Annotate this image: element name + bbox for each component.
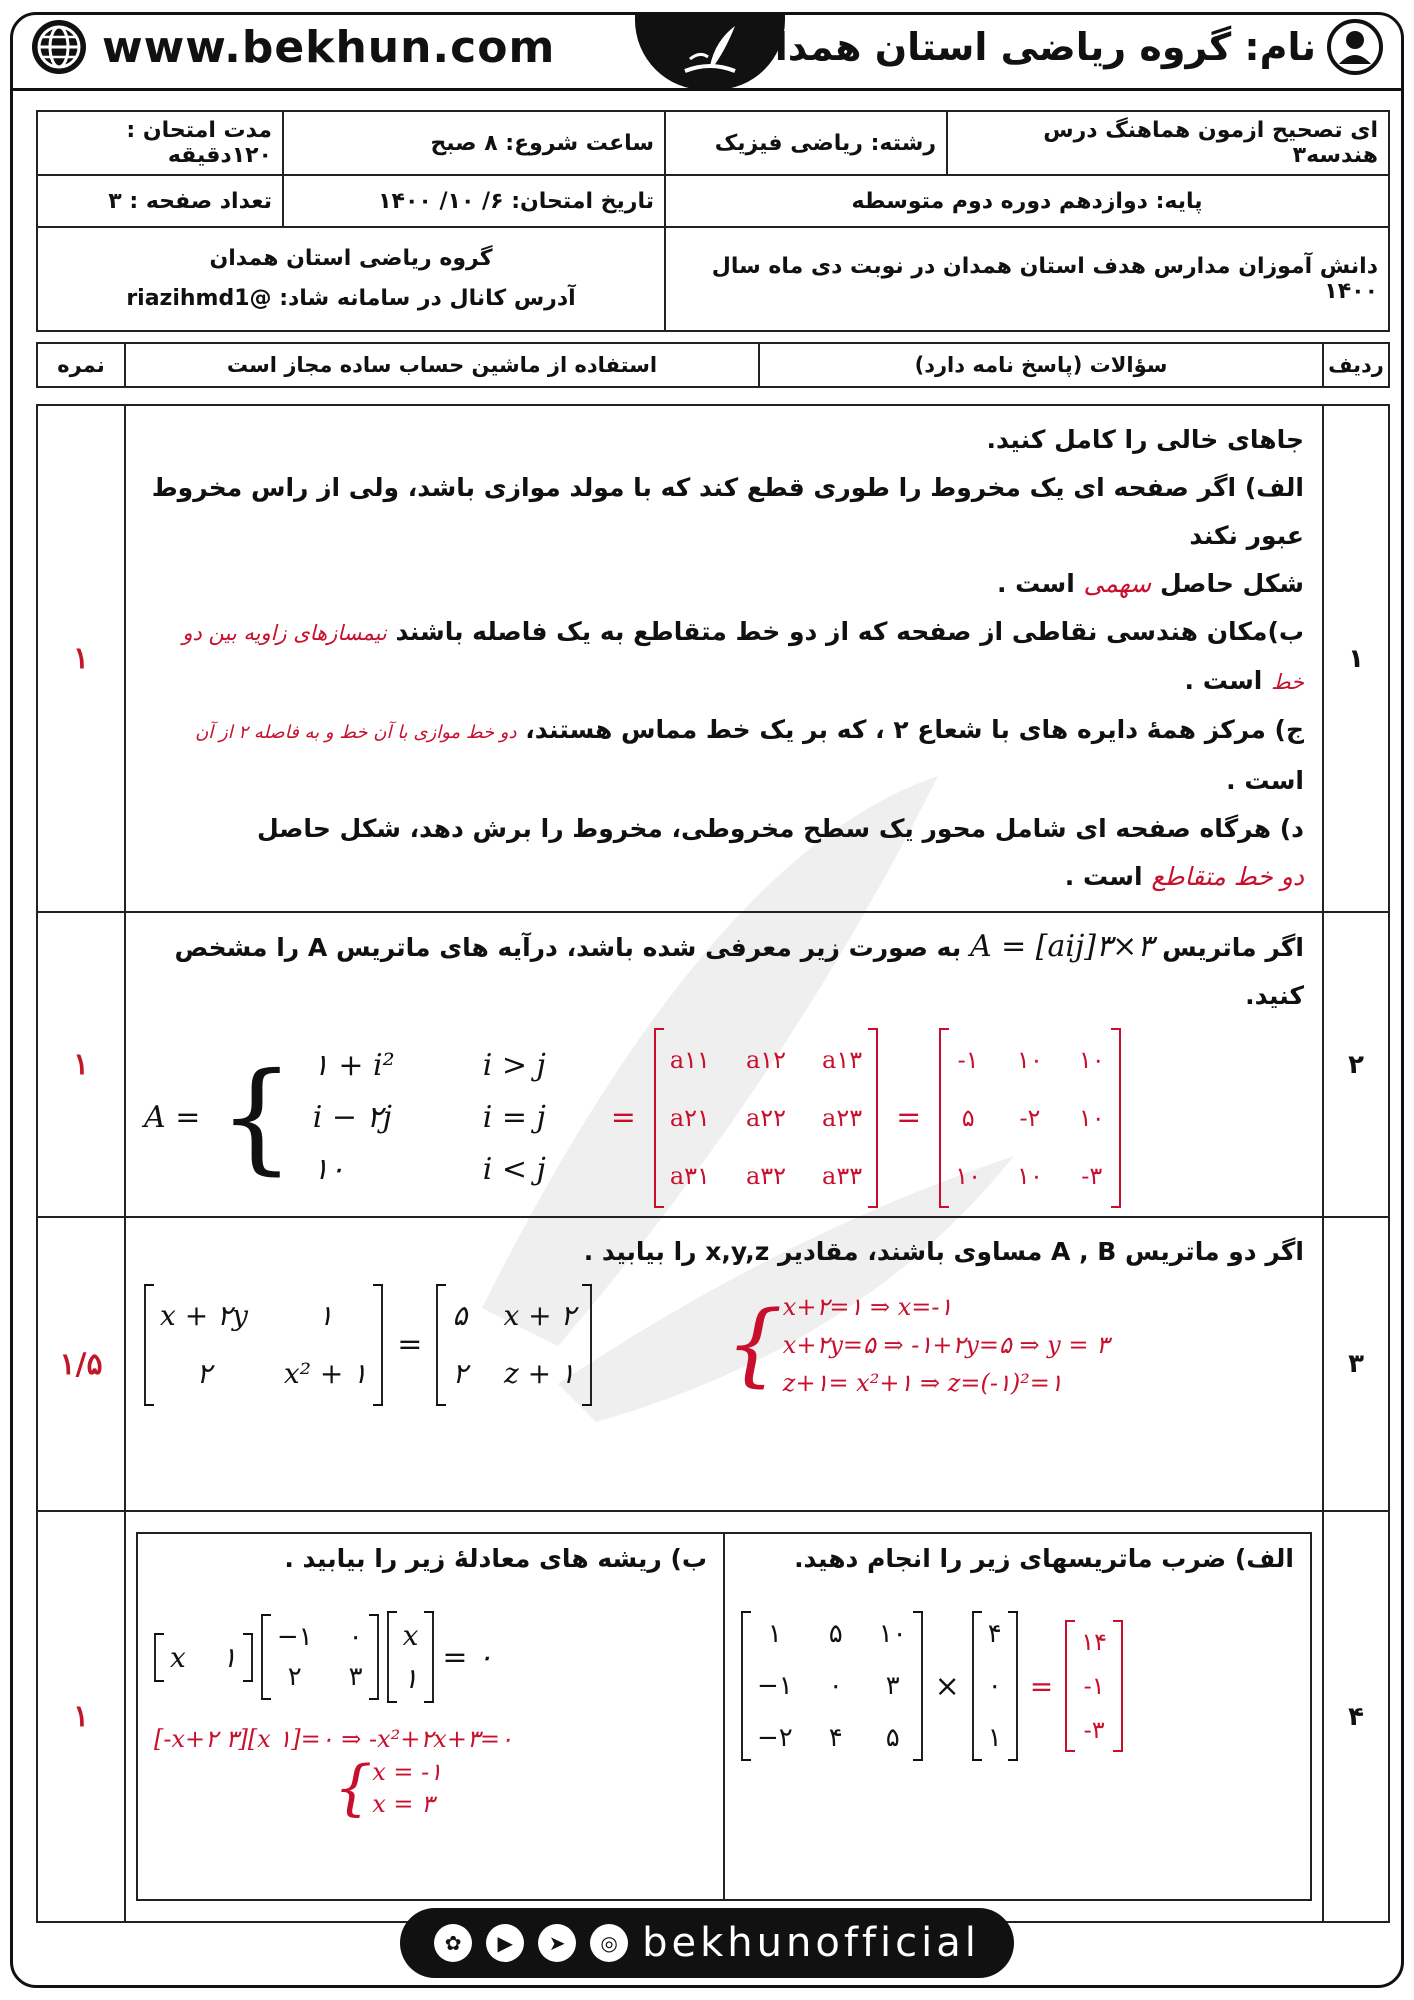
q2-case-cond: i < j	[482, 1152, 546, 1187]
q4-b-brace: {	[334, 1753, 373, 1823]
matrix-cell: ۵	[828, 1619, 843, 1649]
matrix-cell: a۱۱	[669, 1046, 710, 1074]
q1-number: ۱	[1323, 405, 1389, 912]
questions-table	[36, 404, 1390, 1923]
q1-b	[144, 608, 1304, 706]
q4-part-a	[724, 1533, 1311, 1900]
q1-body	[125, 405, 1323, 912]
q4-b-title: ب) ریشه های معادلهٔ زیر را بیابید .	[284, 1544, 707, 1573]
matrix-cell: ۱۰	[1078, 1104, 1105, 1132]
q4-a-matrix1	[741, 1613, 923, 1759]
matrix-cell: ۰	[828, 1671, 843, 1701]
matrix-cell: −۱	[757, 1671, 793, 1701]
q3-solution	[726, 1288, 1109, 1402]
q3-eq: =	[397, 1327, 423, 1362]
matrix-cell: -۲	[1019, 1104, 1041, 1132]
q1-a-line2	[144, 560, 1304, 608]
q1-b-text: ب)مکان هندسی نقاطی از صفحه که از دو خط متقاطع به یک فاصله باشند	[395, 617, 1304, 646]
globe-icon	[30, 18, 88, 76]
matrix-cell: a۳۱	[669, 1162, 710, 1190]
q1-b-answer: نیمسازهای زاویه بین دو خط	[182, 621, 1304, 694]
matrix-cell: a۳۳	[822, 1162, 863, 1190]
q2-cases	[313, 1042, 593, 1194]
q2-symbol-matrix	[654, 1030, 878, 1206]
matrix-cell: x² + ۱	[283, 1357, 368, 1390]
matrix-cell: a۲۳	[822, 1104, 863, 1132]
youtube-icon[interactable]: ▶	[486, 1924, 524, 1962]
q2-number: ۲	[1323, 912, 1389, 1217]
q1-c-text: ج) مرکز همهٔ دایره های با شعاع ۲ ، که بر یک خط مماس هستند،	[525, 715, 1304, 744]
question-row	[37, 405, 1389, 912]
q3-brace: {	[725, 1292, 783, 1397]
q3-sol-line: x+۲=۱ ⇒ x=-۱	[782, 1293, 953, 1321]
question-row	[37, 1511, 1389, 1922]
exam-duration: مدت امتحان : ۱۲۰دقیقه	[37, 111, 283, 175]
matrix-cell: −۲	[757, 1723, 793, 1753]
matrix-cell: ۱	[767, 1619, 782, 1649]
q4-b-roots	[372, 1756, 442, 1820]
matrix-cell: -۳	[1083, 1716, 1105, 1744]
social-footer[interactable]	[400, 1908, 1014, 1978]
q4-body	[125, 1511, 1323, 1922]
matrix-cell: ۲	[287, 1662, 302, 1692]
q1-c	[144, 706, 1304, 805]
matrix-cell: ۲	[452, 1357, 468, 1390]
q1-intro: جاهای خالی را کامل کنید.	[986, 425, 1304, 454]
q4-part-b	[137, 1533, 724, 1900]
matrix-cell: ۲	[196, 1357, 212, 1390]
q3-body	[125, 1217, 1323, 1511]
exam-group: گروه ریاضی استان همدان	[209, 246, 493, 271]
q3-number: ۳	[1323, 1217, 1389, 1511]
q1-a-line1: الف) اگر صفحه ای یک مخروط را طوری قطع کند که با مولد موازی باشد، ولی از راس مخروط عبور نکند	[151, 473, 1304, 550]
matrix-cell: ۳	[885, 1671, 900, 1701]
q4-b-col	[387, 1613, 435, 1701]
matrix-cell: ۱۰	[1017, 1162, 1043, 1190]
q4-number: ۴	[1323, 1511, 1389, 1922]
col-calc: استفاده از ماشین حساب ساده مجاز است	[125, 343, 759, 387]
q4-a-eq: =	[1029, 1669, 1054, 1703]
q4-b-root: x = ۳	[372, 1790, 434, 1818]
matrix-cell: ۴	[987, 1619, 1002, 1649]
col-questions: سؤالات (پاسخ نامه دارد)	[759, 343, 1323, 387]
q4-inner-table	[136, 1532, 1312, 1901]
matrix-cell: ۱	[318, 1299, 334, 1332]
q1-d-end: است .	[1064, 862, 1143, 891]
matrix-cell: ۰	[348, 1622, 363, 1652]
matrix-cell: -۳	[1081, 1162, 1103, 1190]
matrix-cell: x	[402, 1619, 419, 1652]
q2-a-lhs: A =	[144, 1100, 201, 1135]
matrix-cell: z + ۱	[503, 1357, 576, 1390]
col-score: نمره	[37, 343, 125, 387]
matrix-cell: ۱۰	[878, 1619, 907, 1649]
matrix-cell: ۵	[961, 1104, 975, 1132]
q2-answer-matrix	[939, 1030, 1120, 1206]
question-header	[36, 342, 1390, 388]
q4-score: ۱	[37, 1511, 125, 1922]
exam-grade: پایه: دوازدهم دوره دوم متوسطه	[665, 175, 1389, 227]
matrix-cell: ۱	[402, 1662, 418, 1695]
exam-field: رشته: ریاضی فیزیک	[665, 111, 947, 175]
q3-text: اگر دو ماتریس A , B مساوی باشند، مقادیر x,y,z را بیابید .	[583, 1237, 1304, 1266]
q2-brace: {	[218, 1048, 295, 1187]
q2-case-expr: ۱ + i²	[312, 1048, 395, 1083]
matrix-cell: ۰	[987, 1671, 1002, 1701]
q3-score: ۱/۵	[37, 1217, 125, 1511]
q2-text-post: به صورت زیر معرفی شده باشد، درآیه های ماتریس A را مشخص کنید.	[174, 933, 1304, 1010]
q3-sol-line: z+۱= x²+۱ ⇒ z=(-۱)²=۱	[782, 1369, 1063, 1397]
matrix-cell: a۲۲	[745, 1104, 787, 1132]
question-row	[37, 1217, 1389, 1511]
telegram-icon[interactable]: ➤	[538, 1924, 576, 1962]
q2-matrix-symbol: A = [aij]۳×۳	[969, 929, 1154, 964]
matrix-cell: -۱	[1083, 1672, 1105, 1700]
q1-a-answer: سهمی	[1083, 569, 1152, 598]
q3-solution-lines	[783, 1288, 1109, 1402]
aparat-icon[interactable]: ✿	[434, 1924, 472, 1962]
matrix-cell: ۱۰	[1017, 1046, 1043, 1074]
exam-group-cell	[37, 227, 665, 331]
q1-c-answer: دو خط موازی با آن خط و به فاصله ۲ از آن	[195, 722, 517, 743]
matrix-cell: a۳۲	[745, 1162, 787, 1190]
exam-channel: آدرس کانال در سامانه شاد: @riazihmd1	[126, 286, 576, 311]
header-divider	[13, 88, 1401, 91]
q2-case-expr: i − ۲j	[312, 1100, 392, 1135]
exam-date: تاریخ امتحان: ۶/ ۱۰/ ۱۴۰۰	[283, 175, 665, 227]
q4-b-equation	[154, 1613, 707, 1701]
q1-b-end: است .	[1184, 666, 1263, 695]
matrix-cell: −۱	[276, 1622, 313, 1652]
q2-body	[125, 912, 1323, 1217]
q3-lhs-matrix	[144, 1286, 383, 1404]
q2-case-cond: i > j	[482, 1048, 546, 1083]
q4-b-sol1: [-x+۲ ۳][x ۱]=۰ ⇒ -x²+۲x+۳=۰	[154, 1725, 513, 1753]
q2-text-pre: اگر ماتریس	[1162, 933, 1304, 962]
matrix-cell: ۱۴	[1081, 1628, 1108, 1656]
matrix-cell: ۳	[348, 1662, 363, 1692]
matrix-cell: x	[170, 1640, 186, 1674]
exam-pages: تعداد صفحه : ۳	[37, 175, 283, 227]
matrix-cell: ۱	[987, 1723, 1002, 1753]
q2-case-cond: i = j	[482, 1100, 546, 1135]
q1-a-text: شکل حاصل	[1159, 569, 1304, 598]
q3-equation	[144, 1286, 1304, 1404]
q1-d-answer: دو خط متقاطع	[1151, 862, 1304, 891]
instagram-icon[interactable]: ◎	[590, 1924, 628, 1962]
q1-d-line1: د) هرگاه صفحه ای شامل محور یک سطح مخروطی، مخروط را برش دهد، شکل حاصل	[256, 814, 1304, 843]
q4-a-equation	[741, 1613, 1294, 1759]
student-name	[742, 18, 1384, 76]
matrix-cell: ۱	[221, 1640, 237, 1674]
exam-info-table	[36, 110, 1390, 332]
q4-a-times: ×	[934, 1668, 960, 1704]
q4-b-root: x = -۱	[372, 1758, 443, 1786]
matrix-cell: x + ۲	[503, 1299, 576, 1332]
q1-d-line2	[144, 853, 1304, 901]
matrix-cell: a۱۲	[745, 1046, 787, 1074]
q4-a-answer	[1065, 1622, 1123, 1750]
site-url[interactable]: www.bekhun.com	[102, 21, 556, 73]
q1-score: ۱	[37, 405, 125, 912]
q1-a-end: است .	[996, 569, 1075, 598]
name-label: نام: گروه ریاضی استان همدان	[742, 25, 1316, 69]
q1-c-end: است .	[1226, 766, 1304, 795]
q4-b-sol-roots	[334, 1753, 707, 1823]
q4-a-title: الف) ضرب ماتریسهای زیر را انجام دهید.	[794, 1544, 1294, 1573]
q4-b-eq: = ۰	[442, 1639, 494, 1675]
matrix-cell: ۱۰	[1078, 1046, 1105, 1074]
book-feather-icon	[675, 21, 745, 81]
matrix-cell: a۲۱	[669, 1104, 710, 1132]
matrix-cell: x + ۲y	[160, 1299, 248, 1332]
q3-rhs-matrix	[436, 1286, 591, 1404]
q2-text	[144, 923, 1304, 1020]
q2-score: ۱	[37, 912, 125, 1217]
q4-a-matrix2	[972, 1613, 1018, 1759]
social-handle[interactable]: bekhunofficial	[642, 1920, 980, 1966]
matrix-cell: ۴	[828, 1723, 843, 1753]
exam-title: ای تصحیح ازمون هماهنگ درس هندسه۳	[947, 111, 1389, 175]
user-icon	[1326, 18, 1384, 76]
q2-eq: =	[610, 1100, 636, 1135]
col-row: ردیف	[1323, 343, 1389, 387]
matrix-cell: ۵	[452, 1299, 468, 1332]
exam-start: ساعت شروع: ۸ صبح	[283, 111, 665, 175]
q2-eq: =	[896, 1100, 922, 1135]
q2-case-expr: ۱۰	[312, 1152, 345, 1187]
matrix-cell: ۱۰	[955, 1162, 982, 1190]
question-row	[37, 912, 1389, 1217]
q4-b-matrix	[261, 1616, 379, 1698]
exam-students: دانش آموزان مدارس هدف استان همدان در نوبت دی ماه سال ۱۴۰۰	[665, 227, 1389, 331]
site-link[interactable]	[30, 18, 555, 76]
matrix-cell: -۱	[957, 1046, 979, 1074]
q2-equation	[144, 1030, 1304, 1206]
q3-sol-line: x+۲y=۵ ⇒ -۱+۲y=۵ ⇒ y = ۳	[782, 1331, 1109, 1359]
matrix-cell: ۵	[885, 1723, 900, 1753]
matrix-cell: a۱۳	[822, 1046, 863, 1074]
q4-b-row	[154, 1635, 253, 1680]
